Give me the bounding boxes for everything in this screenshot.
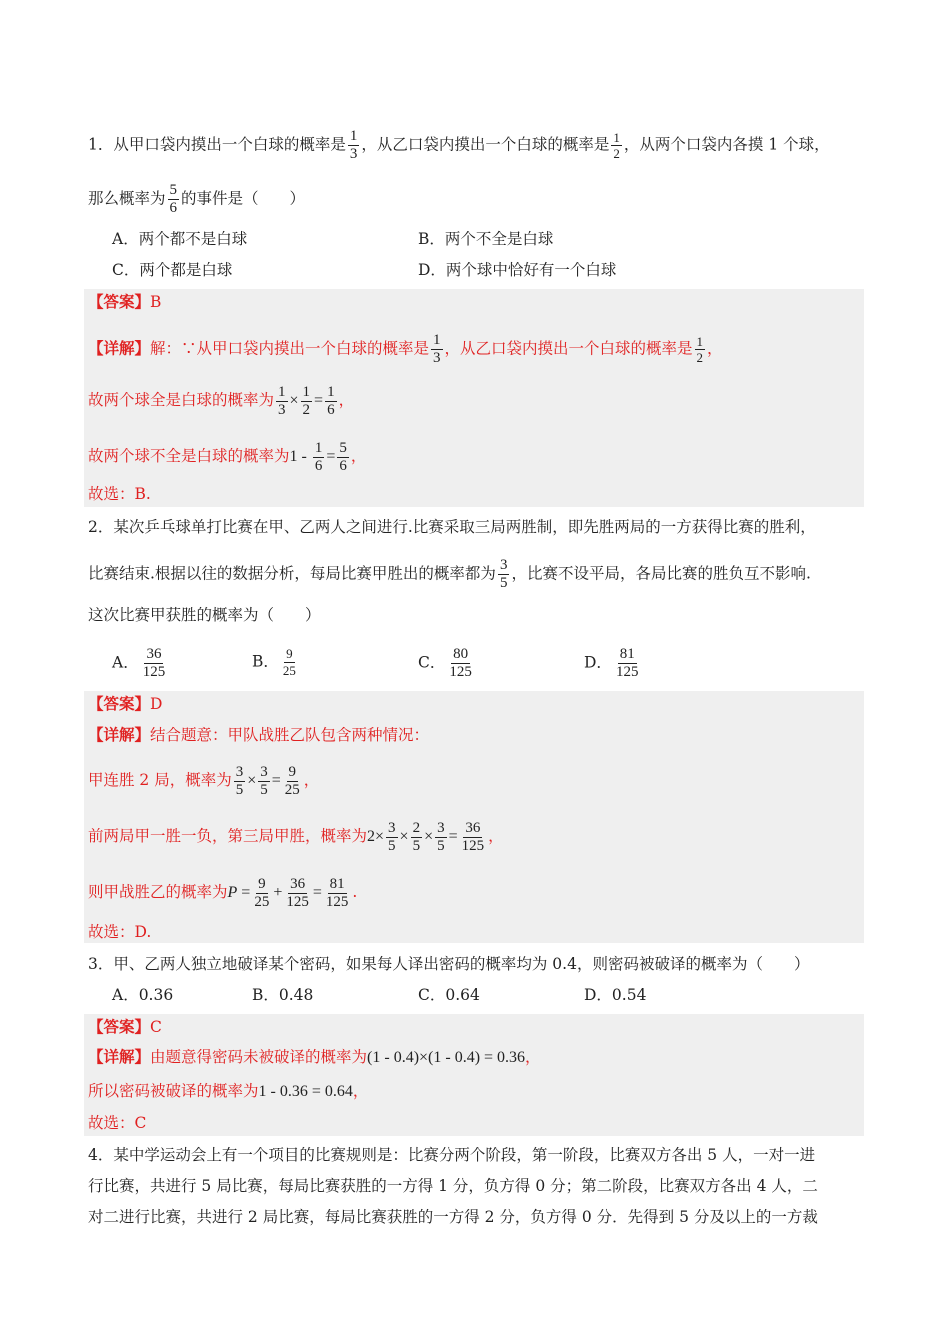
q3-stem-line1: 3．甲、乙两人独立地破译某个密码，如果每人译出密码的概率均为 0.4，则密码被破译的概率为（ ） <box>88 955 810 973</box>
q1-detail-formula-2: $\frac{1}{3}$ × $\frac{1}{2}$ = $\frac{1}{6}$ <box>278 384 335 418</box>
q4-stem-line1: 4．某中学运动会上有一个项目的比赛规则是：比赛分两个阶段，第一阶段，比赛双方各出 5 人，一对一进 <box>88 1146 816 1164</box>
q2-option-d: D． $\frac{81}{125}$ <box>584 646 639 680</box>
q1-final: 故选：B. <box>88 485 151 503</box>
q2-detail-line2: 甲连胜 2 局，概率为 $\frac{3}{5}$ × $\frac{3}{5}$ = $\frac{9}{25}$ ， <box>88 764 320 798</box>
q1-stem-line2: 那么概率为 $\frac{5}{6}$ 的事件是（ ） <box>88 182 306 216</box>
q2-detail-formula-2: $\frac{3}{5}$ × $\frac{3}{5}$ = $\frac{9}{25}$ <box>235 764 300 798</box>
q2-frac-3-5: $\frac{3}{5}$ <box>499 557 508 591</box>
q3-final: 故选：C <box>88 1114 147 1132</box>
q1-option-d: D．两个球中恰好有一个白球 <box>418 261 617 279</box>
q1-option-b: B．两个不全是白球 <box>418 230 554 248</box>
q1-stem-line1: 1．从甲口袋内摸出一个白球的概率是 $\frac{1}{3}$ ，从乙口袋内摸出一个白球的概率是 $\frac{1}{2}$ ，从两个口袋内各摸 1 个球， <box>88 128 830 162</box>
q1-option-a: A．两个都不是白球 <box>112 230 248 248</box>
q1-detail-line2: 故两个球全是白球的概率为 $\frac{1}{3}$ × $\frac{1}{2}$ = $\frac{1}{6}$ ， <box>88 384 355 418</box>
q3-detail-line2: 所以密码被破译的概率为1 - 0.36 = 0.64， <box>88 1082 369 1100</box>
q2-detail-line3: 前两局甲一胜一负，第三局甲胜，概率为2× $\frac{3}{5}$ × $\frac{2}{5}$ × $\frac{3}{5}$ = $\frac{36}{125}$ ， <box>88 820 504 854</box>
q2-option-a: A． $\frac{36}{125}$ <box>112 646 166 680</box>
q1-detail-line3: 故两个球不全是白球的概率为1 - $\frac{1}{6}$ = $\frac{5}{6}$ ， <box>88 440 367 474</box>
q1-frac-1-2: $\frac{1}{2}$ <box>613 130 620 161</box>
q3-option-d: D．0.54 <box>584 986 647 1004</box>
q2-option-c: C． $\frac{80}{125}$ <box>418 646 472 680</box>
q2-final: 故选：D. <box>88 923 152 941</box>
q2-option-b: B． $\frac{9}{25}$ <box>252 646 296 678</box>
q2-stem-line3: 这次比赛甲获胜的概率为（ ） <box>88 606 321 624</box>
q1-frac-5-6: $\frac{5}{6}$ <box>169 182 178 216</box>
q4-stem-line3: 对二进行比赛，共进行 2 局比赛，每局比赛获胜的一方得 2 分，负方得 0 分．先得到 5 分及以上的一方裁 <box>88 1208 818 1226</box>
q3-detail-line1: 【详解】由题意得密码未被破译的概率为(1 - 0.4)×(1 - 0.4) = 0.36， <box>88 1047 541 1066</box>
q3-detail-formula-1: (1 - 0.4)×(1 - 0.4) = 0.36 <box>367 1049 526 1066</box>
q1-frac-1-3: $\frac{1}{3}$ <box>349 128 358 162</box>
q3-option-a: A．0.36 <box>112 986 174 1004</box>
q3-answer: 【答案】C <box>88 1017 162 1036</box>
q2-detail-line1: 【详解】结合题意：甲队战胜乙队包含两种情况： <box>88 725 430 744</box>
q3-option-c: C．0.64 <box>418 986 480 1004</box>
q2-detail-line4: 则甲战胜乙的概率为P = $\frac{9}{25}$ + $\frac{36}{125}$ = $\frac{81}{125}$ . <box>88 876 358 910</box>
q3-detail-formula-2: 1 - 0.36 = 0.64 <box>258 1083 353 1100</box>
q4-stem-line2: 行比赛，共进行 5 局比赛，每局比赛获胜的一方得 1 分，负方得 0 分；第二阶段，比赛双方各出 4 人，二 <box>88 1177 818 1195</box>
q2-stem-line2: 比赛结束.根据以往的数据分析，每局比赛甲胜出的概率都为 $\frac{3}{5}$ ，比赛不设平局，各局比赛的胜负互不影响. <box>88 557 811 591</box>
q1-answer: 【答案】B <box>88 292 162 311</box>
q2-stem-line1: 2．某次乒乓球单打比赛在甲、乙两人之间进行.比赛采取三局两胜制，即先胜两局的一方获得比赛的胜利， <box>88 518 816 536</box>
q3-option-b: B．0.48 <box>252 986 314 1004</box>
q1-detail-line1: 【详解】解：∵从甲口袋内摸出一个白球的概率是 $\frac{1}{3}$ ，从乙口袋内摸出一个白球的概率是 $\frac{1}{2}$ ， <box>88 332 723 366</box>
q1-option-c: C．两个都是白球 <box>112 261 233 279</box>
q2-detail-formula-4: P = $\frac{9}{25}$ + $\frac{36}{125}$ = $\frac{81}{125}$ <box>227 876 349 910</box>
q1-detail-frac-1-3: $\frac{1}{3}$ <box>433 332 441 366</box>
q2-detail-formula-3: 2× $\frac{3}{5}$ × $\frac{2}{5}$ × $\frac{3}{5}$ = $\frac{36}{125}$ <box>367 820 485 854</box>
q1-detail-formula-3: 1 - $\frac{1}{6}$ = $\frac{5}{6}$ <box>289 440 347 474</box>
q1-detail-frac-1-2: $\frac{1}{2}$ <box>696 334 704 365</box>
q2-answer: 【答案】D <box>88 694 163 713</box>
